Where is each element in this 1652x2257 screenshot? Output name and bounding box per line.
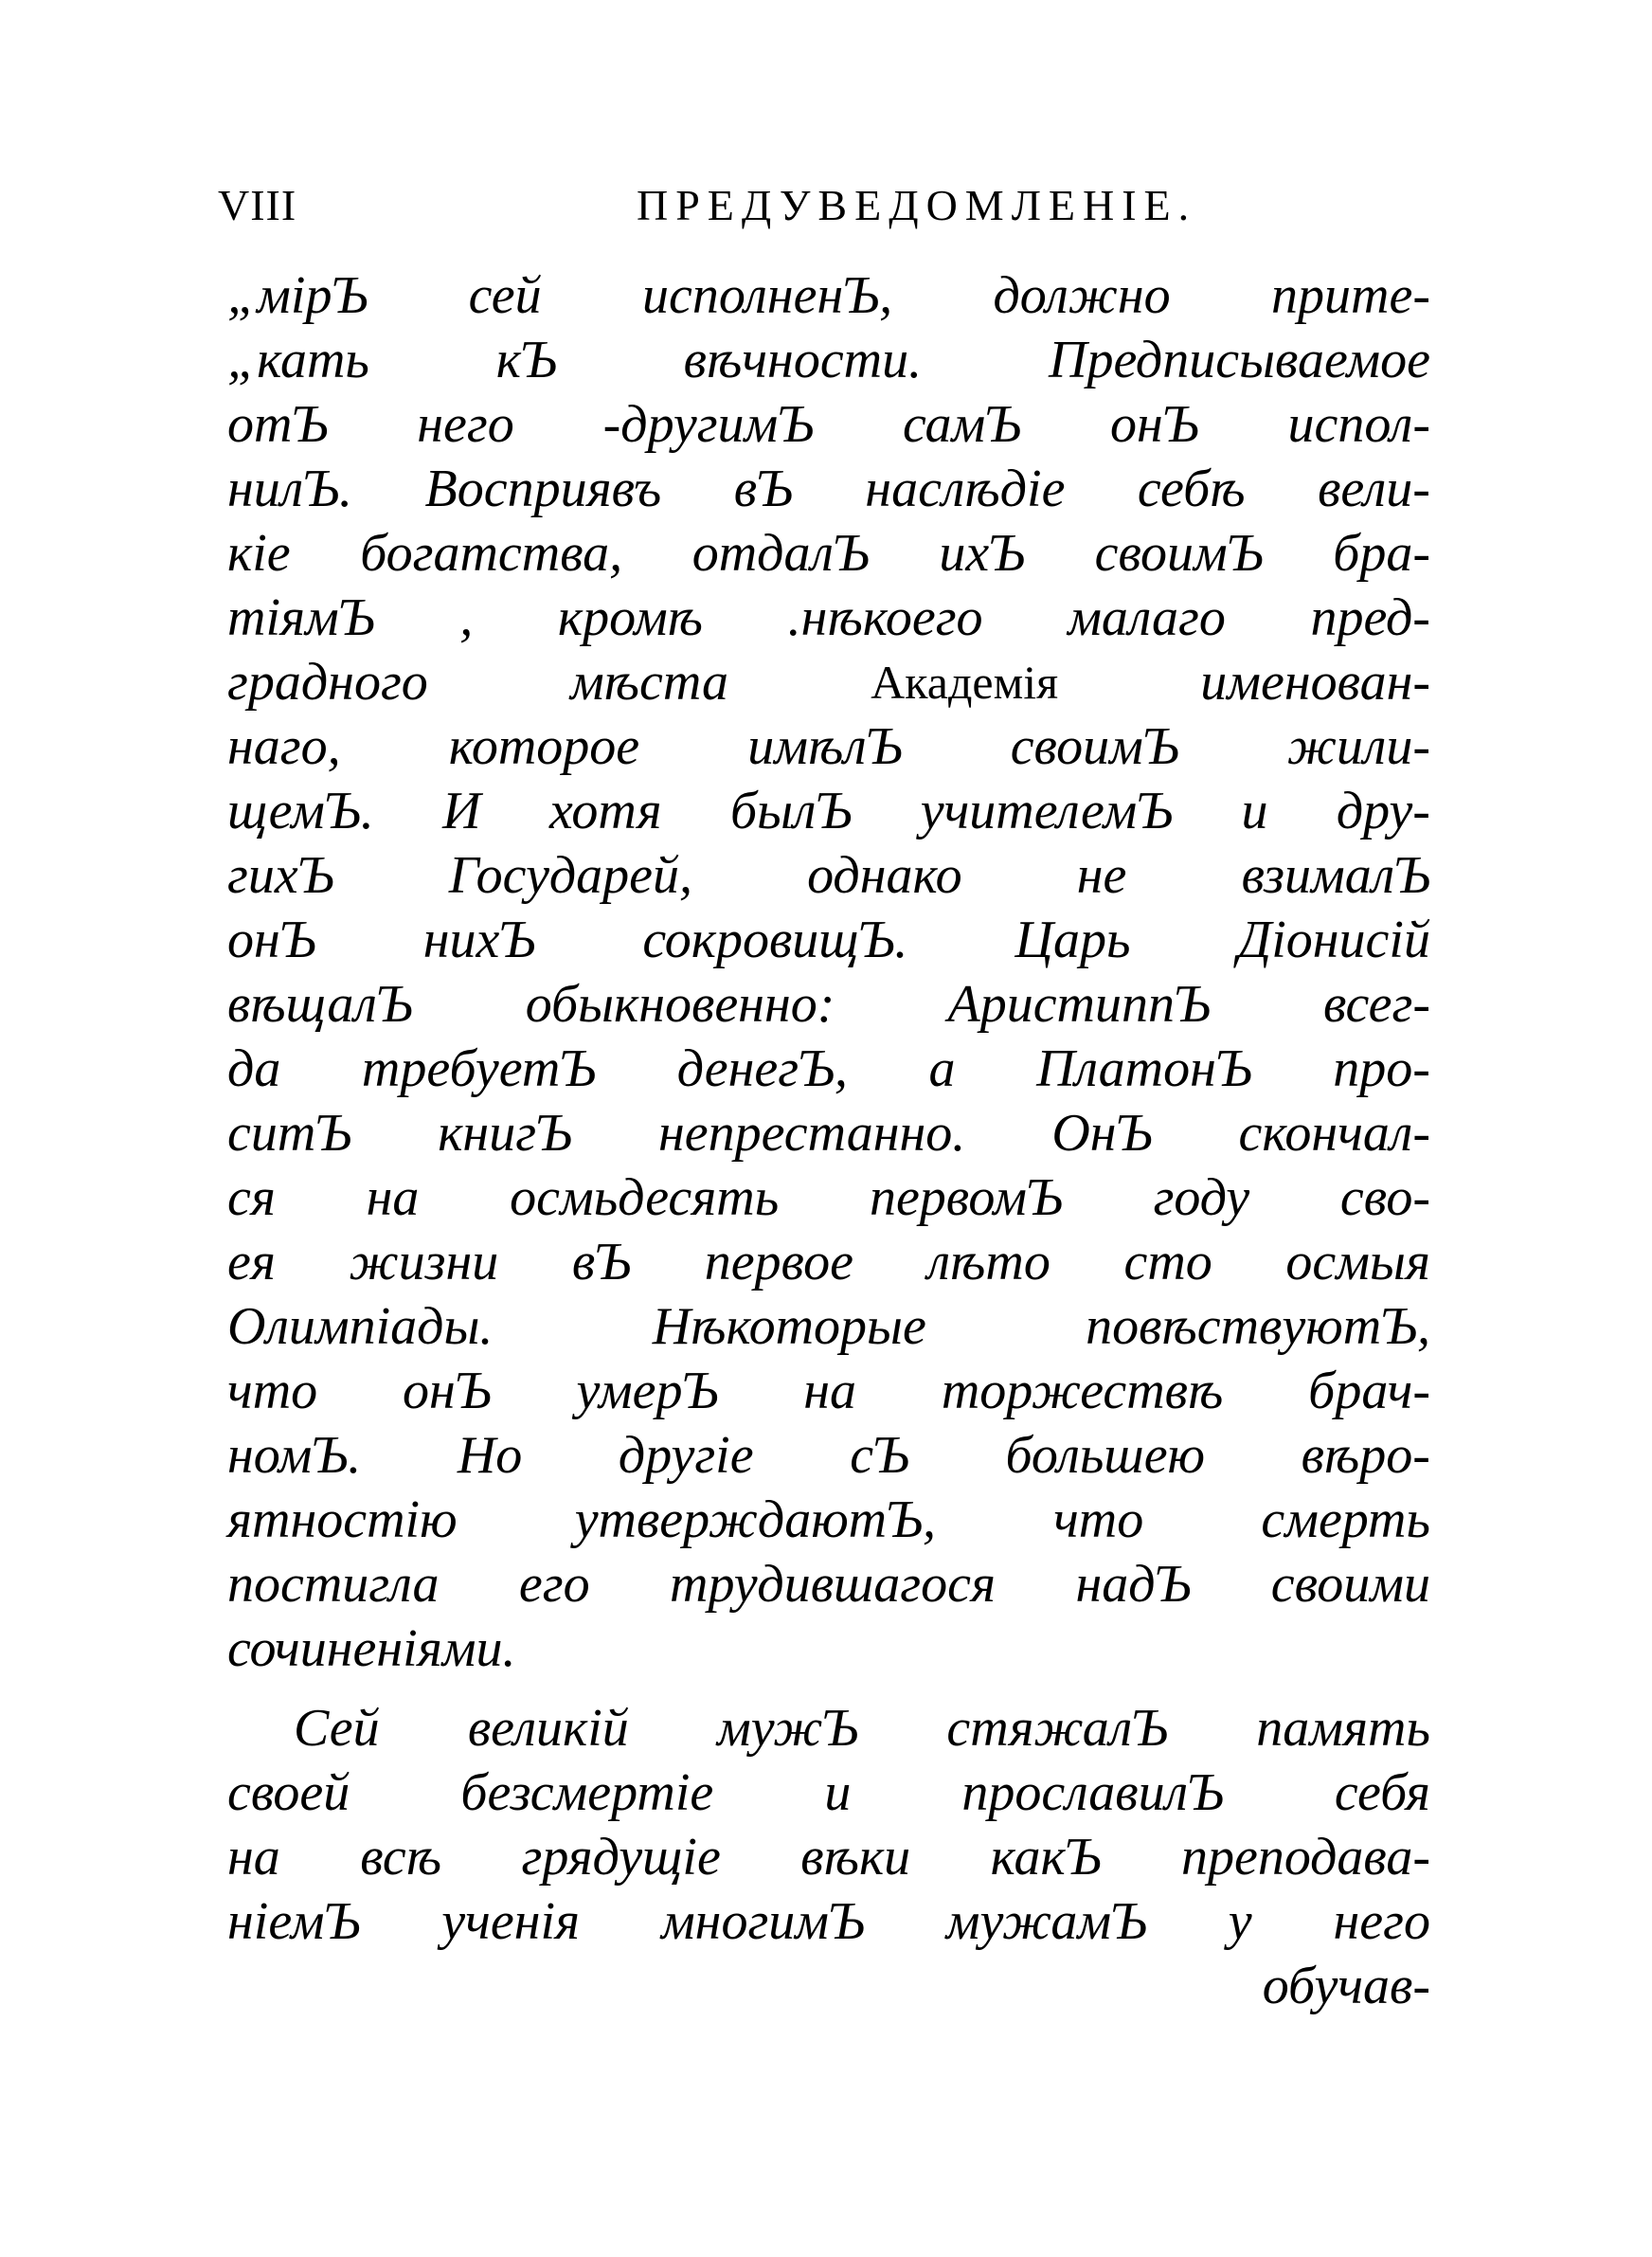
word: пред-	[1310, 588, 1430, 647]
word: ятностію	[227, 1490, 458, 1549]
text-line	[227, 972, 1430, 1037]
text-line	[227, 1230, 1430, 1294]
word: вѣки	[800, 1828, 911, 1887]
text-line	[227, 457, 1430, 521]
word: И	[442, 782, 481, 840]
word: утверждаютЪ,	[574, 1490, 936, 1549]
text-line	[227, 263, 1430, 328]
word: преподава-	[1180, 1828, 1430, 1887]
word: требуетЪ	[361, 1039, 597, 1098]
word: себя	[1334, 1763, 1430, 1822]
text-line	[227, 1889, 1430, 1954]
text-line	[227, 843, 1430, 908]
word: трудившагося	[670, 1555, 997, 1614]
word: большею	[1005, 1426, 1206, 1485]
word: градного	[227, 653, 428, 712]
word: Академія	[871, 656, 1059, 709]
word: отЪ	[227, 395, 329, 454]
word: вѣчности.	[683, 331, 923, 389]
text-line	[227, 1825, 1430, 1889]
word: мужамЪ	[945, 1892, 1147, 1951]
word: вели-	[1318, 460, 1430, 518]
word: именован-	[1200, 653, 1430, 712]
word: жили-	[1286, 717, 1430, 776]
word: брач-	[1308, 1362, 1430, 1420]
word: испол-	[1287, 395, 1430, 454]
word: Но	[457, 1426, 523, 1485]
word: бра-	[1333, 524, 1430, 583]
word: ,	[459, 588, 474, 647]
word: сокровищЪ.	[642, 911, 908, 969]
page-header	[218, 180, 1449, 246]
word: Предписываемое	[1049, 331, 1430, 389]
word: тіямЪ	[227, 588, 375, 647]
word: Нѣкоторые	[652, 1297, 926, 1356]
word: онЪ	[403, 1362, 492, 1420]
word: смерть	[1261, 1490, 1430, 1549]
word: повѣствуютЪ,	[1086, 1297, 1430, 1356]
word: наго,	[227, 717, 341, 776]
word: которое	[448, 717, 640, 776]
word: осмьдесять	[510, 1168, 780, 1227]
word: Царь	[1015, 911, 1131, 969]
word: на	[366, 1168, 420, 1227]
word: сто	[1123, 1233, 1212, 1291]
word: грядущіе	[521, 1828, 721, 1887]
word: малаго	[1068, 588, 1226, 647]
word: мѣста	[569, 653, 729, 712]
word: Олимпіады.	[227, 1297, 494, 1356]
running-head: ПРЕДУВЕДОМЛЕНІЕ.	[637, 181, 1197, 229]
text-line	[227, 1552, 1430, 1616]
word: денегЪ,	[676, 1039, 848, 1098]
word: своей	[227, 1763, 350, 1822]
word: АристиппЪ	[947, 975, 1211, 1034]
page-number: VIII	[218, 181, 297, 229]
word: отдалЪ	[691, 524, 870, 583]
word: кЪ	[495, 331, 557, 389]
word: ихЪ	[939, 524, 1026, 583]
word: на	[803, 1362, 856, 1420]
word: вЪ	[571, 1233, 632, 1291]
word: сочиненіями.	[227, 1619, 516, 1678]
word: непрестанно.	[657, 1104, 966, 1163]
word: многимЪ	[660, 1892, 865, 1951]
word: его	[518, 1555, 590, 1614]
word: щемЪ.	[227, 782, 374, 840]
text-line	[227, 586, 1430, 650]
word: стяжалЪ	[946, 1699, 1169, 1758]
word: прославилЪ	[961, 1763, 1224, 1822]
word: прите-	[1271, 266, 1430, 325]
text-line	[227, 1696, 1430, 1760]
text-line	[227, 1359, 1430, 1423]
word: какЪ	[990, 1828, 1102, 1887]
word: всѣ	[360, 1828, 442, 1887]
word: торжествѣ	[941, 1362, 1224, 1420]
text-line	[227, 1294, 1430, 1359]
word: него	[1333, 1892, 1430, 1951]
word: умерЪ	[576, 1362, 719, 1420]
text-line	[227, 328, 1430, 392]
word: нихЪ	[422, 911, 536, 969]
word: сво-	[1339, 1168, 1430, 1227]
word: ПлатонЪ	[1036, 1039, 1252, 1098]
text-line	[227, 1101, 1430, 1165]
word: номЪ.	[227, 1426, 362, 1485]
word: должно	[993, 266, 1171, 325]
word: хотя	[548, 782, 662, 840]
word: ніемЪ	[227, 1892, 361, 1951]
text-line	[227, 1760, 1430, 1825]
word: своимЪ	[1094, 524, 1264, 583]
text-line	[227, 1037, 1430, 1101]
word: него	[417, 395, 514, 454]
word: у	[1228, 1892, 1252, 1951]
word: себѣ	[1137, 460, 1246, 518]
word: былЪ	[729, 782, 853, 840]
word: не	[1076, 846, 1127, 905]
word: наслѣдіе	[865, 460, 1066, 518]
word: лѣто	[926, 1233, 1050, 1291]
word: году	[1153, 1168, 1250, 1227]
word: обыкновенно:	[525, 975, 835, 1034]
word: жизни	[349, 1233, 499, 1291]
word: дру-	[1336, 782, 1430, 840]
word: что	[1053, 1490, 1144, 1549]
word: и	[824, 1763, 852, 1822]
word: а	[928, 1039, 956, 1098]
word: ся	[227, 1168, 276, 1227]
word: „кать	[227, 331, 369, 389]
text-line	[227, 1488, 1430, 1552]
word: сЪ	[850, 1426, 909, 1485]
word: про-	[1333, 1039, 1430, 1098]
word: безсмертіе	[460, 1763, 714, 1822]
word: однако	[807, 846, 962, 905]
text-line	[227, 779, 1430, 843]
word: первомЪ	[869, 1168, 1063, 1227]
body-text	[227, 263, 1430, 2018]
word: онЪ	[227, 911, 316, 969]
word: богатства,	[360, 524, 623, 583]
word: гихЪ	[227, 846, 334, 905]
text-line	[227, 650, 1430, 714]
word: .нѣкоего	[787, 588, 983, 647]
word: кромѣ	[557, 588, 704, 647]
word: имѣлЪ	[747, 717, 903, 776]
word: Государей,	[448, 846, 693, 905]
text-line	[227, 521, 1430, 586]
word: ОнЪ	[1051, 1104, 1153, 1163]
word: постигла	[227, 1555, 440, 1614]
word: онЪ	[1109, 395, 1199, 454]
word: исполненЪ,	[641, 266, 893, 325]
word: что	[227, 1362, 318, 1420]
word: память	[1256, 1699, 1430, 1758]
word: вѣщалЪ	[227, 975, 413, 1034]
text-line	[227, 392, 1430, 457]
word: вЪ	[733, 460, 793, 518]
word: самЪ	[903, 395, 1022, 454]
word: кіе	[227, 524, 291, 583]
word: мужЪ	[717, 1699, 859, 1758]
word: Сей	[294, 1699, 380, 1758]
word: другіе	[618, 1426, 754, 1485]
word: первое	[704, 1233, 853, 1291]
text-line	[227, 714, 1430, 779]
word: да	[227, 1039, 281, 1098]
word: великій	[467, 1699, 629, 1758]
word: сей	[468, 266, 542, 325]
word: своими	[1270, 1555, 1430, 1614]
word: „мірЪ	[227, 266, 368, 325]
word: на	[227, 1828, 280, 1887]
word: Діонисій	[1237, 911, 1430, 969]
word: обучав-	[1262, 1957, 1430, 2015]
word: надЪ	[1075, 1555, 1192, 1614]
word: и	[1241, 782, 1268, 840]
word: Восприявъ	[424, 460, 662, 518]
text-line	[227, 908, 1430, 972]
text-line	[227, 1165, 1430, 1230]
word: осмыя	[1285, 1233, 1430, 1291]
word: скончал-	[1238, 1104, 1430, 1163]
text-line	[227, 1423, 1430, 1488]
word: учителемЪ	[920, 782, 1174, 840]
text-line	[227, 1954, 1430, 2018]
word: ситЪ	[227, 1104, 352, 1163]
word: всег-	[1322, 975, 1430, 1034]
word: книгЪ	[438, 1104, 572, 1163]
word: ея	[227, 1233, 276, 1291]
word: нилЪ.	[227, 460, 353, 518]
word: взималЪ	[1241, 846, 1430, 905]
word: ученія	[441, 1892, 581, 1951]
text-line	[227, 1616, 1430, 1681]
word: вѣро-	[1301, 1426, 1430, 1485]
word: своимЪ	[1010, 717, 1179, 776]
word: -другимЪ	[602, 395, 815, 454]
